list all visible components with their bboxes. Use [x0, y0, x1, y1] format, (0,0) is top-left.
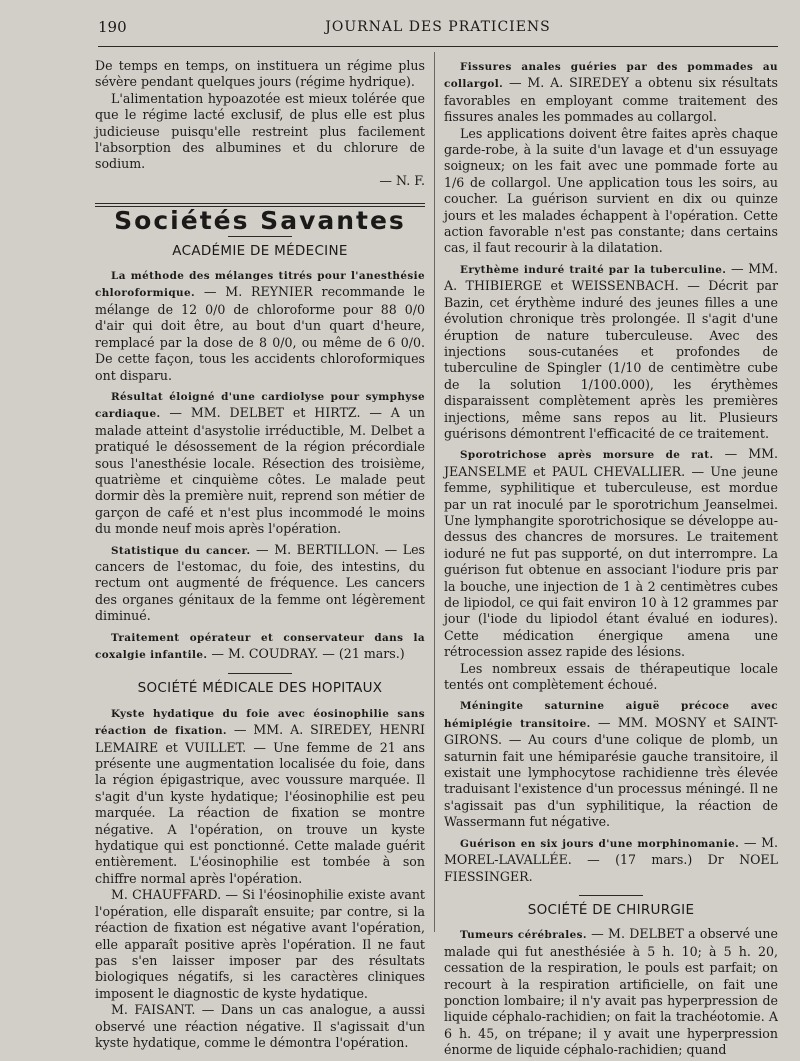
item-body: — M. MOREL-LAVALLÉE. — (17 mars.) Dr NOEL FIESSINGER.	[444, 834, 778, 884]
short-rule	[228, 673, 292, 674]
academie-item	[95, 267, 425, 384]
item-title: La méthode des mélanges titrés pour l'anesthésie chloroformique.	[95, 270, 425, 300]
faisant-paragraph: M. FAISANT. — Dans un cas analogue, a aussi observé une réaction négative. Il s'agissait d'un kyste hydatique, comme le démontra l'opération.	[95, 1002, 425, 1050]
item-continuation: Les applications doivent être faites après chaque garde-robe, à la suite d'un lavage et d'un essuyage soigneux; on les fait avec une pommade forte au 1/6 de collargol. Une application tous les soirs, au coucher. La guérison survient en dix ou quinze jours et les malades échappent à l'opération. Cette action favorable n'est pas constante; dans certains cas, il faut recourir à la dilatation.	[444, 125, 778, 256]
page-number: 190	[98, 18, 127, 36]
right-item	[444, 58, 778, 126]
running-header	[98, 18, 778, 40]
hopitaux-item	[95, 705, 425, 887]
right-item	[444, 261, 778, 442]
intro-signature: — N. F.	[379, 172, 425, 188]
societes-savantes-title: Sociétés Savantes	[114, 206, 406, 236]
chauffard-paragraph: M. CHAUFFARD. — Si l'éosinophilie existe avant l'opération, elle disparaît ensuite; par contre, si la réaction de fixation est négative avant l'opération, elle apparaît positive après l'opération. Il ne faut pas s'en laisser imposer par des résultats biologiques négatifs, si les caractères cliniques imposent le diagnostic de kyste hydatique.	[95, 887, 425, 1001]
right-item	[444, 697, 778, 830]
item-body: — MM. A. SIREDEY, HENRI LEMAIRE et VUILLET. — Une femme de 21 ans présente une augmentation localisée du foie, dans la région épigastrique, avec voussure marquée. Il s'agit d'un kyste hydatique; l'éosinophilie est peu marquée. La réaction de fixation se montre négative. A l'opération, on trouve un kyste hydatique qui est ponctionné. Cette malade guérit entièrement. L'éosinophilie est tombée à son chiffre normal après l'opération.	[95, 722, 425, 886]
item-body: — MM. A. THIBIERGE et WEISSENBACH. — Décrit par Bazin, cet érythème induré des jeunes filles a une évolution chronique très prolongée. Il s'agit d'une éruption de nature tuberculeuse. Avec des injections sous-cutanées et profondes de tuberculine de Spingler (1/10 de centimètre cube de la solution 1/100.000), les érythèmes disparaissent complètement après les premières injections, même sans repos au lit. Plusieurs guérisons démontrent l'efficacité de ce traitement.	[444, 260, 778, 441]
item-title: Kyste hydatique du foie avec éosinophilie sans réaction de fixation.	[95, 707, 425, 738]
item-body: — M. BERTILLON. — Les cancers de l'estomac, du foie, des intestins, du rectum ont augmenté de fréquence. Les cancers des organes génitaux de la femme ont légèrement diminué.	[95, 541, 426, 624]
item-body: — MM. MOSNY et SAINT-GIRONS. — Au cours d'une colique de plomb, un saturnin fait une hémiparésie gauche transitoire, il existait une lymphocytose rachidienne très élevée traduisant l'existence d'un processus méningé. Il ne s'agissait pas d'un syphilitique, la réaction de Wassermann fut négative.	[444, 714, 778, 830]
academie-heading: ACADÉMIE DE MÉDECINE	[172, 242, 348, 259]
journal-title: JOURNAL DES PRATICIENS	[325, 19, 551, 35]
item-continuation: Les nombreux essais de thérapeutique locale tentés ont complètement échoué.	[444, 660, 778, 693]
academie-item	[95, 388, 425, 538]
item-title: Résultat éloigné d'une cardiolyse pour symphyse cardiaque.	[95, 390, 425, 421]
item-title: Erythème induré traité par la tuberculine.	[460, 263, 727, 276]
right-item	[444, 835, 778, 885]
academie-item	[95, 629, 425, 664]
chirurgie-item	[444, 926, 778, 1058]
column-divider	[434, 52, 435, 932]
short-rule	[579, 895, 643, 896]
item-title: Statistique du cancer.	[111, 544, 251, 557]
item-title: Fissures anales guéries par des pommades au collargol.	[444, 61, 778, 91]
item-title: Tumeurs cérébrales.	[460, 929, 587, 942]
left-column	[95, 58, 425, 1051]
header-rule	[98, 46, 778, 47]
item-body: — M. A. SIREDEY a obtenu six résultats favorables en employant comme traitement des fissures anales les pommades au collargol.	[444, 75, 778, 125]
item-body: — MM. DELBET et HIRTZ. — A un malade atteint d'asystolie irréductible, M. Delbet a pratiqué le désossement de la région précordiale sous l'anesthésie locale. Résection des troisième, quatrième et cinquième côtes. Le malade peut dormir dès la première nuit, reprend son métier de garçon de café et n'est plus incommodé le moins du monde neuf mois après l'opération.	[95, 405, 425, 537]
right-column	[444, 58, 778, 1059]
item-body: — MM. JEANSELME et PAUL CHEVALLIER. — Une jeune femme, syphilitique et tuberculeuse, est mordue par un rat inoculé par le sporotrichum Jeanselmei. Une lymphangite sporotrichosique se développe au-dessus des chancres de morsures. Le traitement ioduré ne fut pas supporté, on dut interrompre. La guérison fut obtenue en associant l'iodure pris par la bouche, une injection de 1 à 2 centimètres cubes de lipiodol, ce qui fait environ 10 à 12 grammes par jour (l'iode du lipiodol étant évalué en iodures). Cette médication énergique amena une rétrocession assez rapide des lésions.	[444, 446, 778, 660]
right-item	[444, 446, 778, 660]
intro-paragraph-1: De temps en temps, on instituera un régime plus sévère pendant quelques jours (régime hydrique).	[95, 58, 425, 90]
item-body: — M. REYNIER recommande le mélange de 12 0/0 de chloroforme pour 88 0/0 d'air qui doit être, au bout d'un quart d'heure, remplacé par la dose de 8 0/0, ou même de 6 0/0. De cette façon, tous les accidents chloroformiques ont disparu.	[95, 284, 425, 383]
chirurgie-heading: SOCIÉTÉ DE CHIRURGIE	[527, 901, 695, 918]
item-title: Traitement opérateur et conservateur dans la coxalgie infantile.	[95, 631, 425, 661]
item-title: Méningite saturnine aiguë précoce avec hémiplégie transitoire.	[444, 700, 778, 730]
item-body: — M. COUDRAY. — (21 mars.)	[207, 646, 405, 661]
academie-item	[95, 542, 425, 625]
intro-paragraph-2: L'alimentation hypoazotée est mieux tolérée que que le régime lacté exclusif, de plus elle est plus judicieuse puisqu'elle restreint plus facilement l'absorption des albumines et du chlorure de sodium.	[95, 90, 425, 172]
short-rule	[228, 236, 292, 237]
hopitaux-heading: SOCIÉTÉ MÉDICALE DES HOPITAUX	[137, 680, 383, 697]
item-title: Sporotrichose après morsure de rat.	[460, 449, 714, 462]
item-title: Guérison en six jours d'une morphinomanie.	[460, 837, 740, 850]
item-body: — M. DELBET a observé une malade qui fut anesthésiée à 5 h. 10; à 5 h. 20, cessation de la respiration, le pouls est parfait; on recourt à la respiration artificielle, on fait une ponction lombaire; il n'y avait pas hyperpression de liquide céphalo-rachidien; on fait la trachéotomie. A 6 h. 45, on trépane; il y avait une hyperpression énorme de liquide céphalo-rachidien; quand	[444, 926, 778, 1058]
